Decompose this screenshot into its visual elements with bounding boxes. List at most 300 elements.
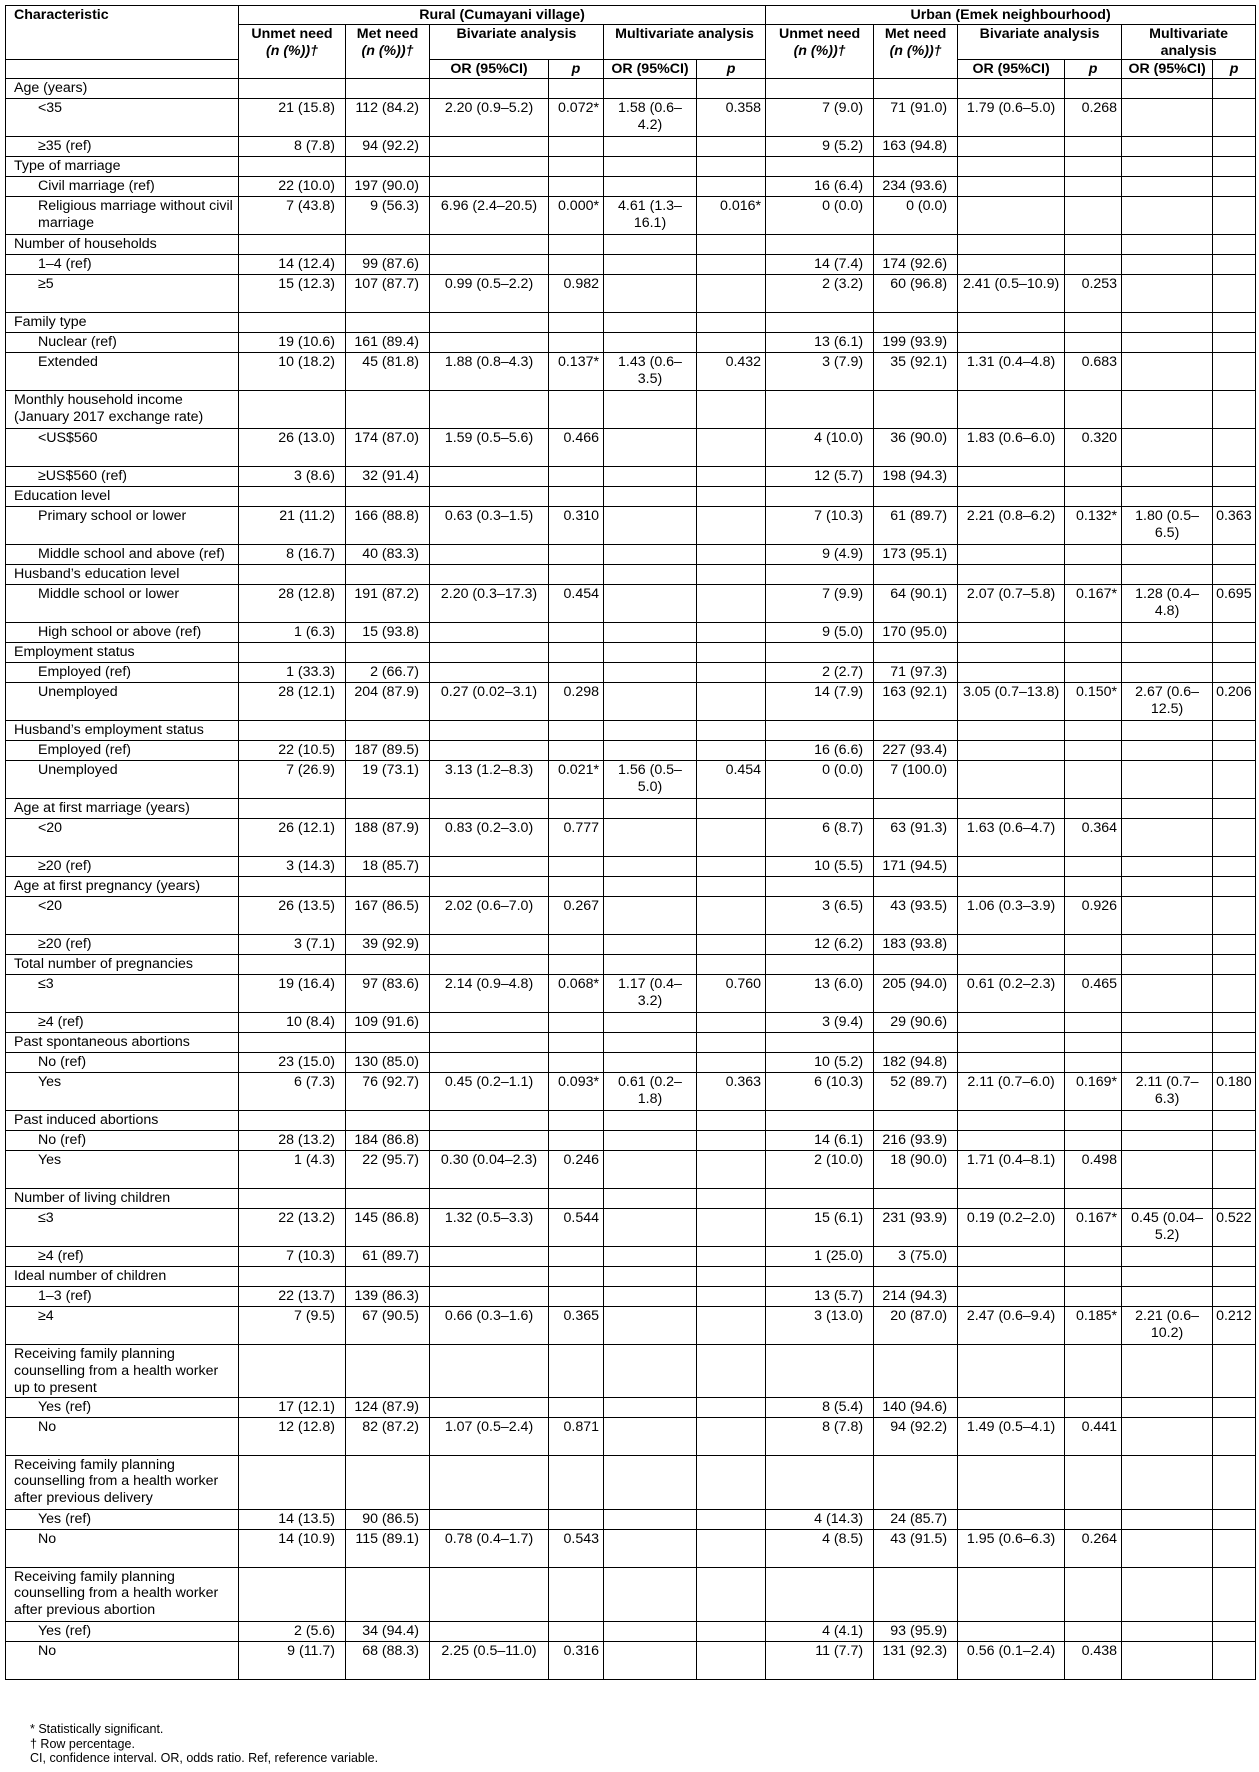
cell-u-met: 63 (91.3): [874, 819, 958, 857]
cell-u-met: 7 (100.0): [874, 761, 958, 799]
empty-cell: [239, 391, 346, 429]
empty-cell: [604, 487, 697, 507]
cell-u-mor: [1122, 1621, 1213, 1641]
empty-cell: [958, 1033, 1065, 1053]
cell-r-mor: [604, 1621, 697, 1641]
cell-r-met: 9 (56.3): [346, 197, 430, 235]
row-label: ≥4: [6, 1307, 239, 1345]
cell-r-bor: 6.96 (2.4–20.5): [430, 197, 549, 235]
header-rural-met: Met need (n (%))†: [346, 24, 430, 78]
table-row: [6, 429, 1256, 467]
table-row: [6, 935, 1256, 955]
header-urban-unmet: Unmet need (n (%))†: [766, 24, 874, 78]
cell-r-unmet: 10 (8.4): [239, 1013, 346, 1033]
table-row: [6, 99, 1256, 137]
cell-r-mor: [604, 585, 697, 623]
empty-cell: [874, 565, 958, 585]
empty-cell: [239, 1345, 346, 1397]
cell-r-mp: 0.363: [697, 1073, 766, 1111]
cell-u-bp: 0.441: [1065, 1417, 1122, 1455]
cell-r-mor: 4.61 (1.3–16.1): [604, 197, 697, 235]
empty-cell: [346, 721, 430, 741]
table-row: [6, 353, 1256, 391]
cell-r-bp: 0.137*: [549, 353, 604, 391]
empty-cell: [958, 955, 1065, 975]
empty-cell: [958, 79, 1065, 99]
cell-u-mor: [1122, 353, 1213, 391]
cell-r-bor: [430, 741, 549, 761]
cell-u-unmet: 10 (5.5): [766, 857, 874, 877]
cell-r-bor: 3.13 (1.2–8.3): [430, 761, 549, 799]
empty-cell: [1213, 1111, 1256, 1131]
cell-u-met: 35 (92.1): [874, 353, 958, 391]
empty-cell: [549, 1267, 604, 1287]
empty-cell: [430, 955, 549, 975]
cell-u-mor: [1122, 1529, 1213, 1567]
table-row: [6, 1287, 1256, 1307]
cell-u-met: 227 (93.4): [874, 741, 958, 761]
cell-u-unmet: 2 (10.0): [766, 1151, 874, 1189]
cell-u-unmet: 2 (2.7): [766, 663, 874, 683]
cell-r-mor: [604, 275, 697, 313]
empty-cell: [1213, 487, 1256, 507]
cell-r-bor: [430, 1621, 549, 1641]
cell-u-bor: 1.83 (0.6–6.0): [958, 429, 1065, 467]
cell-r-mor: [604, 857, 697, 877]
row-label: ≥4 (ref): [6, 1013, 239, 1033]
cell-u-mp: [1213, 275, 1256, 313]
cell-r-mor: [604, 897, 697, 935]
cell-r-mp: [697, 255, 766, 275]
empty-cell: [766, 1455, 874, 1509]
empty-cell: [604, 157, 697, 177]
cell-r-unmet: 26 (13.0): [239, 429, 346, 467]
empty-cell: [1122, 391, 1213, 429]
cell-u-met: 20 (87.0): [874, 1307, 958, 1345]
cell-r-met: 109 (91.6): [346, 1013, 430, 1033]
cell-u-bp: [1065, 467, 1122, 487]
cell-r-met: 94 (92.2): [346, 137, 430, 157]
empty-cell: [958, 313, 1065, 333]
group-label: Employment status: [6, 643, 239, 663]
cell-r-unmet: 1 (33.3): [239, 663, 346, 683]
empty-cell: [239, 79, 346, 99]
table-row: [6, 741, 1256, 761]
cell-r-bor: 1.32 (0.5–3.3): [430, 1209, 549, 1247]
row-label: Yes (ref): [6, 1397, 239, 1417]
empty-cell: [549, 1033, 604, 1053]
group-row: [6, 1567, 1256, 1621]
cell-u-met: 171 (94.5): [874, 857, 958, 877]
cell-u-unmet: 6 (10.3): [766, 1073, 874, 1111]
cell-r-unmet: 15 (12.3): [239, 275, 346, 313]
empty-cell: [766, 235, 874, 255]
cell-r-unmet: 19 (10.6): [239, 333, 346, 353]
header-p: p: [549, 60, 604, 79]
cell-r-bp: [549, 1131, 604, 1151]
cell-u-mp: [1213, 1013, 1256, 1033]
cell-u-bor: [958, 1509, 1065, 1529]
empty-cell: [1122, 1455, 1213, 1509]
cell-u-bor: 1.31 (0.4–4.8): [958, 353, 1065, 391]
empty-cell: [958, 1345, 1065, 1397]
empty-cell: [346, 1455, 430, 1509]
group-label: Past spontaneous abortions: [6, 1033, 239, 1053]
cell-r-unmet: 1 (4.3): [239, 1151, 346, 1189]
empty-cell: [1065, 1567, 1122, 1621]
cell-u-bor: [958, 467, 1065, 487]
cell-u-bor: 2.47 (0.6–9.4): [958, 1307, 1065, 1345]
cell-r-bp: [549, 1509, 604, 1529]
table-row: [6, 761, 1256, 799]
table-row: [6, 255, 1256, 275]
row-label: Unemployed: [6, 683, 239, 721]
group-label: Number of living children: [6, 1189, 239, 1209]
cell-r-met: 34 (94.4): [346, 1621, 430, 1641]
cell-u-bp: [1065, 1287, 1122, 1307]
cell-r-mor: [604, 1397, 697, 1417]
cell-r-mor: 1.43 (0.6–3.5): [604, 353, 697, 391]
empty-cell: [1122, 1267, 1213, 1287]
cell-r-mor: [604, 1641, 697, 1679]
cell-u-mor: 2.11 (0.7–6.3): [1122, 1073, 1213, 1111]
empty-cell: [766, 1189, 874, 1209]
table-row: [6, 1013, 1256, 1033]
cell-u-mor: [1122, 741, 1213, 761]
empty-cell: [346, 1267, 430, 1287]
cell-r-met: 19 (73.1): [346, 761, 430, 799]
cell-u-met: 61 (89.7): [874, 507, 958, 545]
empty-cell: [346, 391, 430, 429]
empty-cell: [697, 799, 766, 819]
cell-u-unmet: 6 (8.7): [766, 819, 874, 857]
cell-u-bp: [1065, 857, 1122, 877]
row-label: Nuclear (ref): [6, 333, 239, 353]
cell-r-unmet: 21 (15.8): [239, 99, 346, 137]
cell-u-bp: 0.683: [1065, 353, 1122, 391]
cell-u-mp: [1213, 1247, 1256, 1267]
cell-u-bp: [1065, 137, 1122, 157]
cell-u-met: 183 (93.8): [874, 935, 958, 955]
cell-u-mp: [1213, 197, 1256, 235]
group-row: [6, 79, 1256, 99]
cell-r-met: 82 (87.2): [346, 1417, 430, 1455]
cell-r-mor: [604, 741, 697, 761]
cell-r-bor: [430, 1287, 549, 1307]
empty-cell: [1213, 1567, 1256, 1621]
cell-r-mor: [604, 333, 697, 353]
empty-cell: [346, 1033, 430, 1053]
cell-u-met: 3 (75.0): [874, 1247, 958, 1267]
cell-r-met: 124 (87.9): [346, 1397, 430, 1417]
cell-r-bp: 0.068*: [549, 975, 604, 1013]
row-label: Yes (ref): [6, 1621, 239, 1641]
cell-r-unmet: 3 (14.3): [239, 857, 346, 877]
empty-cell: [697, 79, 766, 99]
empty-cell: [549, 1455, 604, 1509]
cell-r-mp: [697, 585, 766, 623]
empty-cell: [604, 391, 697, 429]
empty-cell: [239, 235, 346, 255]
cell-r-bp: [549, 1397, 604, 1417]
cell-r-met: 197 (90.0): [346, 177, 430, 197]
cell-u-mor: [1122, 1131, 1213, 1151]
cell-r-bp: [549, 935, 604, 955]
empty-cell: [549, 487, 604, 507]
cell-u-mp: [1213, 1131, 1256, 1151]
empty-cell: [697, 877, 766, 897]
empty-cell: [430, 1033, 549, 1053]
empty-cell: [346, 1111, 430, 1131]
cell-r-met: 115 (89.1): [346, 1529, 430, 1567]
cell-r-met: 161 (89.4): [346, 333, 430, 353]
table-row: [6, 1151, 1256, 1189]
cell-r-unmet: 28 (12.8): [239, 585, 346, 623]
empty-cell: [697, 1111, 766, 1131]
empty-cell: [1213, 391, 1256, 429]
cell-r-mp: [697, 333, 766, 353]
empty-cell: [697, 1189, 766, 1209]
cell-r-mp: [697, 1013, 766, 1033]
cell-u-bp: [1065, 1509, 1122, 1529]
table-row: [6, 663, 1256, 683]
results-table: [5, 5, 1256, 1680]
group-row: [6, 487, 1256, 507]
group-label: Ideal number of children: [6, 1267, 239, 1287]
empty-cell: [604, 1455, 697, 1509]
empty-cell: [874, 157, 958, 177]
empty-cell: [1065, 1189, 1122, 1209]
cell-u-bp: [1065, 545, 1122, 565]
cell-u-bp: 0.498: [1065, 1151, 1122, 1189]
cell-r-unmet: 12 (12.8): [239, 1417, 346, 1455]
empty-cell: [549, 313, 604, 333]
cell-r-bp: 0.310: [549, 507, 604, 545]
cell-r-mor: 1.56 (0.5–5.0): [604, 761, 697, 799]
table-row: [6, 1131, 1256, 1151]
empty-cell: [1213, 1267, 1256, 1287]
row-label: Employed (ref): [6, 741, 239, 761]
cell-u-unmet: 7 (10.3): [766, 507, 874, 545]
empty-cell: [239, 955, 346, 975]
empty-cell: [430, 1345, 549, 1397]
empty-cell: [1065, 1345, 1122, 1397]
table-row: [6, 177, 1256, 197]
empty-cell: [604, 643, 697, 663]
cell-r-unmet: 22 (13.2): [239, 1209, 346, 1247]
cell-r-mor: [604, 683, 697, 721]
empty-cell: [1122, 1567, 1213, 1621]
empty-cell: [239, 1267, 346, 1287]
empty-cell: [958, 721, 1065, 741]
empty-cell: [346, 313, 430, 333]
cell-r-bor: [430, 1131, 549, 1151]
empty-cell: [604, 1033, 697, 1053]
empty-cell: [1122, 1189, 1213, 1209]
cell-u-mor: [1122, 275, 1213, 313]
cell-u-mor: [1122, 975, 1213, 1013]
empty-cell: [549, 157, 604, 177]
cell-u-bp: [1065, 1131, 1122, 1151]
group-row: [6, 313, 1256, 333]
header-urban-bivariate: Bivariate analysis: [958, 24, 1122, 60]
cell-u-unmet: 12 (6.2): [766, 935, 874, 955]
cell-u-mp: [1213, 1509, 1256, 1529]
empty-cell: [430, 721, 549, 741]
empty-cell: [346, 1345, 430, 1397]
empty-cell: [549, 391, 604, 429]
group-row: [6, 1455, 1256, 1509]
empty-cell: [604, 1567, 697, 1621]
cell-r-met: 67 (90.5): [346, 1307, 430, 1345]
cell-r-mp: [697, 897, 766, 935]
empty-cell: [604, 877, 697, 897]
cell-r-mor: [604, 1247, 697, 1267]
cell-r-mor: [604, 1151, 697, 1189]
empty-cell: [1213, 79, 1256, 99]
empty-cell: [346, 955, 430, 975]
cell-u-unmet: 15 (6.1): [766, 1209, 874, 1247]
cell-r-mor: [604, 1529, 697, 1567]
cell-u-mp: [1213, 429, 1256, 467]
empty-cell: [1065, 799, 1122, 819]
cell-r-unmet: 6 (7.3): [239, 1073, 346, 1111]
cell-r-met: 188 (87.9): [346, 819, 430, 857]
table-header: [6, 6, 1256, 79]
empty-cell: [958, 643, 1065, 663]
cell-u-mp: [1213, 975, 1256, 1013]
empty-cell: [958, 1111, 1065, 1131]
header-urban-met: Met need (n (%))†: [874, 24, 958, 78]
cell-r-met: 145 (86.8): [346, 1209, 430, 1247]
cell-u-bor: [958, 663, 1065, 683]
cell-r-mp: 0.760: [697, 975, 766, 1013]
cell-u-met: 163 (92.1): [874, 683, 958, 721]
empty-cell: [766, 79, 874, 99]
empty-cell: [1213, 799, 1256, 819]
cell-u-mor: [1122, 1509, 1213, 1529]
header-p: p: [1065, 60, 1122, 79]
empty-cell: [604, 1189, 697, 1209]
empty-cell: [1122, 157, 1213, 177]
table-row: [6, 819, 1256, 857]
table-footnotes: [30, 1722, 378, 1766]
cell-r-bor: [430, 545, 549, 565]
cell-u-mp: [1213, 177, 1256, 197]
cell-u-bp: [1065, 761, 1122, 799]
cell-u-unmet: 3 (6.5): [766, 897, 874, 935]
cell-r-mp: [697, 1529, 766, 1567]
cell-u-mor: [1122, 935, 1213, 955]
empty-cell: [549, 1111, 604, 1131]
cell-r-met: 167 (86.5): [346, 897, 430, 935]
empty-cell: [1213, 1189, 1256, 1209]
cell-u-bp: [1065, 1397, 1122, 1417]
empty-cell: [549, 235, 604, 255]
cell-u-met: 43 (93.5): [874, 897, 958, 935]
empty-cell: [697, 1567, 766, 1621]
header-rural-unmet: Unmet need (n (%))†: [239, 24, 346, 78]
group-label: Husband’s education level: [6, 565, 239, 585]
cell-u-mor: 2.21 (0.6–10.2): [1122, 1307, 1213, 1345]
cell-r-mp: [697, 1307, 766, 1345]
empty-cell: [549, 877, 604, 897]
cell-u-bp: [1065, 623, 1122, 643]
table-row: [6, 857, 1256, 877]
empty-cell: [766, 1111, 874, 1131]
empty-cell: [430, 799, 549, 819]
cell-r-bor: 0.63 (0.3–1.5): [430, 507, 549, 545]
cell-u-met: 173 (95.1): [874, 545, 958, 565]
cell-r-bp: 0.072*: [549, 99, 604, 137]
empty-cell: [697, 643, 766, 663]
row-label: ≥5: [6, 275, 239, 313]
cell-u-mp: [1213, 741, 1256, 761]
cell-r-bp: 0.093*: [549, 1073, 604, 1111]
cell-r-bor: 0.66 (0.3–1.6): [430, 1307, 549, 1345]
cell-r-bor: [430, 623, 549, 643]
cell-u-unmet: 7 (9.0): [766, 99, 874, 137]
cell-u-bp: [1065, 197, 1122, 235]
empty-cell: [958, 487, 1065, 507]
cell-u-mp: [1213, 353, 1256, 391]
empty-cell: [239, 1567, 346, 1621]
empty-cell: [346, 565, 430, 585]
cell-u-mp: [1213, 1053, 1256, 1073]
empty-cell: [958, 157, 1065, 177]
empty-cell: [874, 1345, 958, 1397]
cell-r-unmet: 26 (13.5): [239, 897, 346, 935]
group-row: [6, 391, 1256, 429]
cell-r-bp: [549, 255, 604, 275]
empty-cell: [239, 565, 346, 585]
cell-r-mp: [697, 275, 766, 313]
cell-r-mor: [604, 1131, 697, 1151]
empty-cell: [1122, 79, 1213, 99]
table-row: [6, 275, 1256, 313]
empty-cell: [430, 643, 549, 663]
cell-r-met: 107 (87.7): [346, 275, 430, 313]
empty-cell: [1065, 487, 1122, 507]
empty-cell: [958, 565, 1065, 585]
cell-u-mp: [1213, 663, 1256, 683]
empty-cell: [766, 1567, 874, 1621]
cell-u-bor: 1.49 (0.5–4.1): [958, 1417, 1065, 1455]
cell-r-mp: [697, 1247, 766, 1267]
cell-r-unmet: 26 (12.1): [239, 819, 346, 857]
empty-cell: [766, 391, 874, 429]
cell-r-mp: 0.016*: [697, 197, 766, 235]
cell-u-unmet: 1 (25.0): [766, 1247, 874, 1267]
empty-cell: [239, 1455, 346, 1509]
cell-r-unmet: 23 (15.0): [239, 1053, 346, 1073]
row-label: Civil marriage (ref): [6, 177, 239, 197]
cell-r-bor: 1.88 (0.8–4.3): [430, 353, 549, 391]
empty-cell: [1065, 955, 1122, 975]
cell-u-bor: [958, 137, 1065, 157]
row-label: Religious marriage without civil marriage: [6, 197, 239, 235]
cell-u-bp: 0.926: [1065, 897, 1122, 935]
cell-u-bp: [1065, 1013, 1122, 1033]
empty-cell: [1122, 1111, 1213, 1131]
cell-u-mor: [1122, 1247, 1213, 1267]
empty-cell: [766, 1033, 874, 1053]
empty-cell: [430, 235, 549, 255]
empty-cell: [346, 79, 430, 99]
row-label: ≥20 (ref): [6, 935, 239, 955]
empty-cell: [1122, 565, 1213, 585]
table-row: [6, 1307, 1256, 1345]
